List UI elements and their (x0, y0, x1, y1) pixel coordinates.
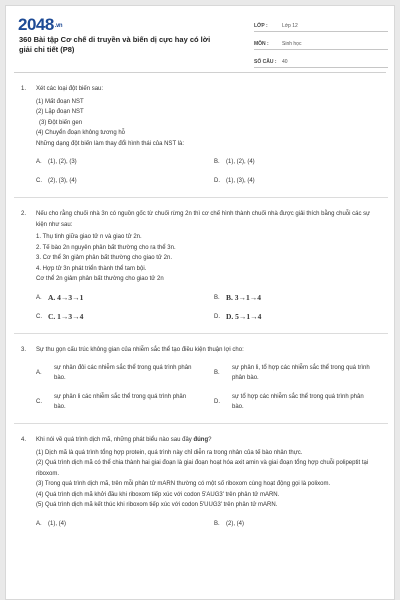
question-3: 3. Sự thu gọn cấu trúc không gian của nhiễm sắc thể tạo điều kiện thuận lợi cho: A. sự nhân đôi các nhiễm sắc thể trong quá trình phân bào. B. sự phân li, tổ hợp các nhiễm sắc thể trong quá trình phân bào. C. sự phân li các nhiễm sắc thể trong quá trình phân bào. D. sự tổ hợp các nhiễm sắc thể trong quá trình phân bào. (6, 345, 395, 413)
option-a[interactable]: A. A. 4→3→1 (36, 292, 84, 302)
question-item: (3) Đột biến gen (39, 119, 83, 126)
header-divider (14, 72, 386, 73)
question-item: (4) Quá trình dịch mã khởi đầu khi riboxom tiếp xúc với codon 5'AUG3' trên phân tử mARN. (36, 491, 280, 498)
option-b[interactable]: B. (2), (4) (214, 520, 244, 527)
question-1: 1. Xét các loại đột biến sau: (1) Mất đoạn NST (2) Lặp đoạn NST (3) Đột biến gen (4) Chuyển đoạn không tương hỗ Những dạng đột biến làm thay đổi hình thái của NST là: A. (1), (2), (3) B. (1), (2), (4) C. (2), (3), (4) D. (1), (3), (4) (6, 84, 395, 186)
meta-row-count: SỐ CÂU : 40 (254, 54, 388, 68)
question-item: (2) Lặp đoạn NST (36, 109, 84, 115)
question-item: (4) Chuyển đoạn không tương hỗ (36, 130, 126, 136)
option-a[interactable]: A. (1), (2), (3) (36, 159, 77, 165)
meta-row-class: LỚP : Lớp 12 (254, 18, 388, 32)
option-b[interactable]: B. (1), (2), (4) (214, 159, 255, 165)
meta-row-subject: MÔN : Sinh học (254, 36, 388, 50)
option-b[interactable]: B. sự phân li, tổ hợp các nhiễm sắc thể trong quá trình phân bào. (214, 365, 370, 381)
question-list (6, 84, 395, 540)
option-c[interactable]: C. C. 1→3→4 (36, 311, 84, 321)
question-item: (1) Dịch mã là quá trình tổng hợp protein, quá trình này chỉ diễn ra trong nhân của tế bào nhân thực. (36, 449, 303, 456)
question-item: 1. Thụ tinh giữa giao tử n và giao tử 2n. (36, 234, 142, 240)
option-b[interactable]: B. B. 3→1→4 (214, 292, 262, 302)
question-item: Những dạng đột biến làm thay đổi hình thái của NST là: (36, 140, 184, 147)
option-d[interactable]: D. (1), (3), (4) (214, 178, 255, 184)
option-c[interactable]: C. (2), (3), (4) (36, 178, 77, 184)
option-a[interactable]: A. sự nhân đôi các nhiễm sắc thể trong quá trình phân bào. (36, 365, 192, 381)
option-a[interactable]: A. (1), (4) (36, 520, 66, 527)
question-separator (14, 333, 388, 334)
document-page (5, 5, 395, 600)
question-separator (14, 423, 388, 424)
question-item: (2) Quá trình dịch mã có thể chia thành hai giai đoạn là giai đoạn hoạt hóa axit amin và giai đoạn tổng hợp chuỗi polipeptit tại riboxom. (36, 460, 369, 477)
question-item: Cơ thể 2n giảm phân bất thường cho giao tử 2n (36, 276, 164, 282)
question-item: (1) Mất đoạn NST (36, 98, 84, 105)
question-item: 2. Tế bào 2n nguyên phân bất thường cho ra thể 3n. (36, 244, 176, 251)
question-item: (5) Quá trình dịch mã kết thúc khi riboxom tiếp xúc với codon 5'UUG3' trên phân tử mARN. (36, 502, 278, 508)
site-logo[interactable]: 2048.vn (18, 15, 62, 34)
page-title: 360 Bài tập Cơ chế di truyền và biến dị cực hay có lời giải chi tiết (P8) (19, 35, 211, 54)
page-header (6, 6, 394, 68)
question-item: 3. Cơ thể 3n giảm phân bất thường cho giao tử 2n. (36, 255, 172, 261)
question-2: 2. Nếu cho rằng chuối nhà 3n có nguồn gốc từ chuối rừng 2n thì cơ chế hình thành chuối nhà được giải thích bằng chuỗi các sự kiện như sau: 1. Thụ tinh giữa giao tử n và giao tử 2n. 2. Tế bào 2n nguyên phân bất thường cho ra thể 3n. 3. Cơ thể 3n giảm phân bất thường cho giao tử 2n. 4. Hợp tử 3n phát triển thành thể tam bội. Cơ thể 2n giảm phân bất thường cho giao tử 2n A. A. 4→3→1 B. B. 3→1→4 C. C. 1→3→4 D. D. 5→1→4 (6, 209, 395, 322)
option-d[interactable]: D. sự tổ hợp các nhiễm sắc thể trong quá trình phân bào. (214, 394, 364, 410)
question-4: 4. Khi nói về quá trình dịch mã, những phát biểu nào sau đây đúng? (1) Dịch mã là quá trình tổng hợp protein, quá trình này chỉ diễn ra trong nhân của tế bào nhân thực. (2) Quá trình dịch mã có thể chia thành hai giai đoạn là giai đoạn hoạt hóa axit amin và giai đoạn tổng hợp chuỗi polipeptit tại riboxom. (3) Trong quá trình dịch mã, trên mỗi phân tử mARN thường có một số riboxom cùng hoạt động gọi là polixom. (4) Quá trình dịch mã khởi đầu khi riboxom tiếp xúc với codon 5'AUG3' trên phân tử mARN. (5) Quá trình dịch mã kết thúc khi riboxom tiếp xúc với codon 5'UUG3' trên phân tử mARN. A. (1), (4) B. (2), (4) (6, 435, 395, 529)
question-separator (14, 197, 388, 198)
option-d[interactable]: D. D. 5→1→4 (214, 311, 262, 321)
option-c[interactable]: C. sự phân li các nhiễm sắc thể trong quá trình phân bào. (36, 394, 187, 410)
question-item: 4. Hợp tử 3n phát triển thành thể tam bội. (36, 265, 147, 272)
question-item: (3) Trong quá trình dịch mã, trên mỗi phân tử mARN thường có một số riboxom cùng hoạt động gọi là polixom. (36, 481, 331, 487)
meta-info (254, 18, 388, 72)
